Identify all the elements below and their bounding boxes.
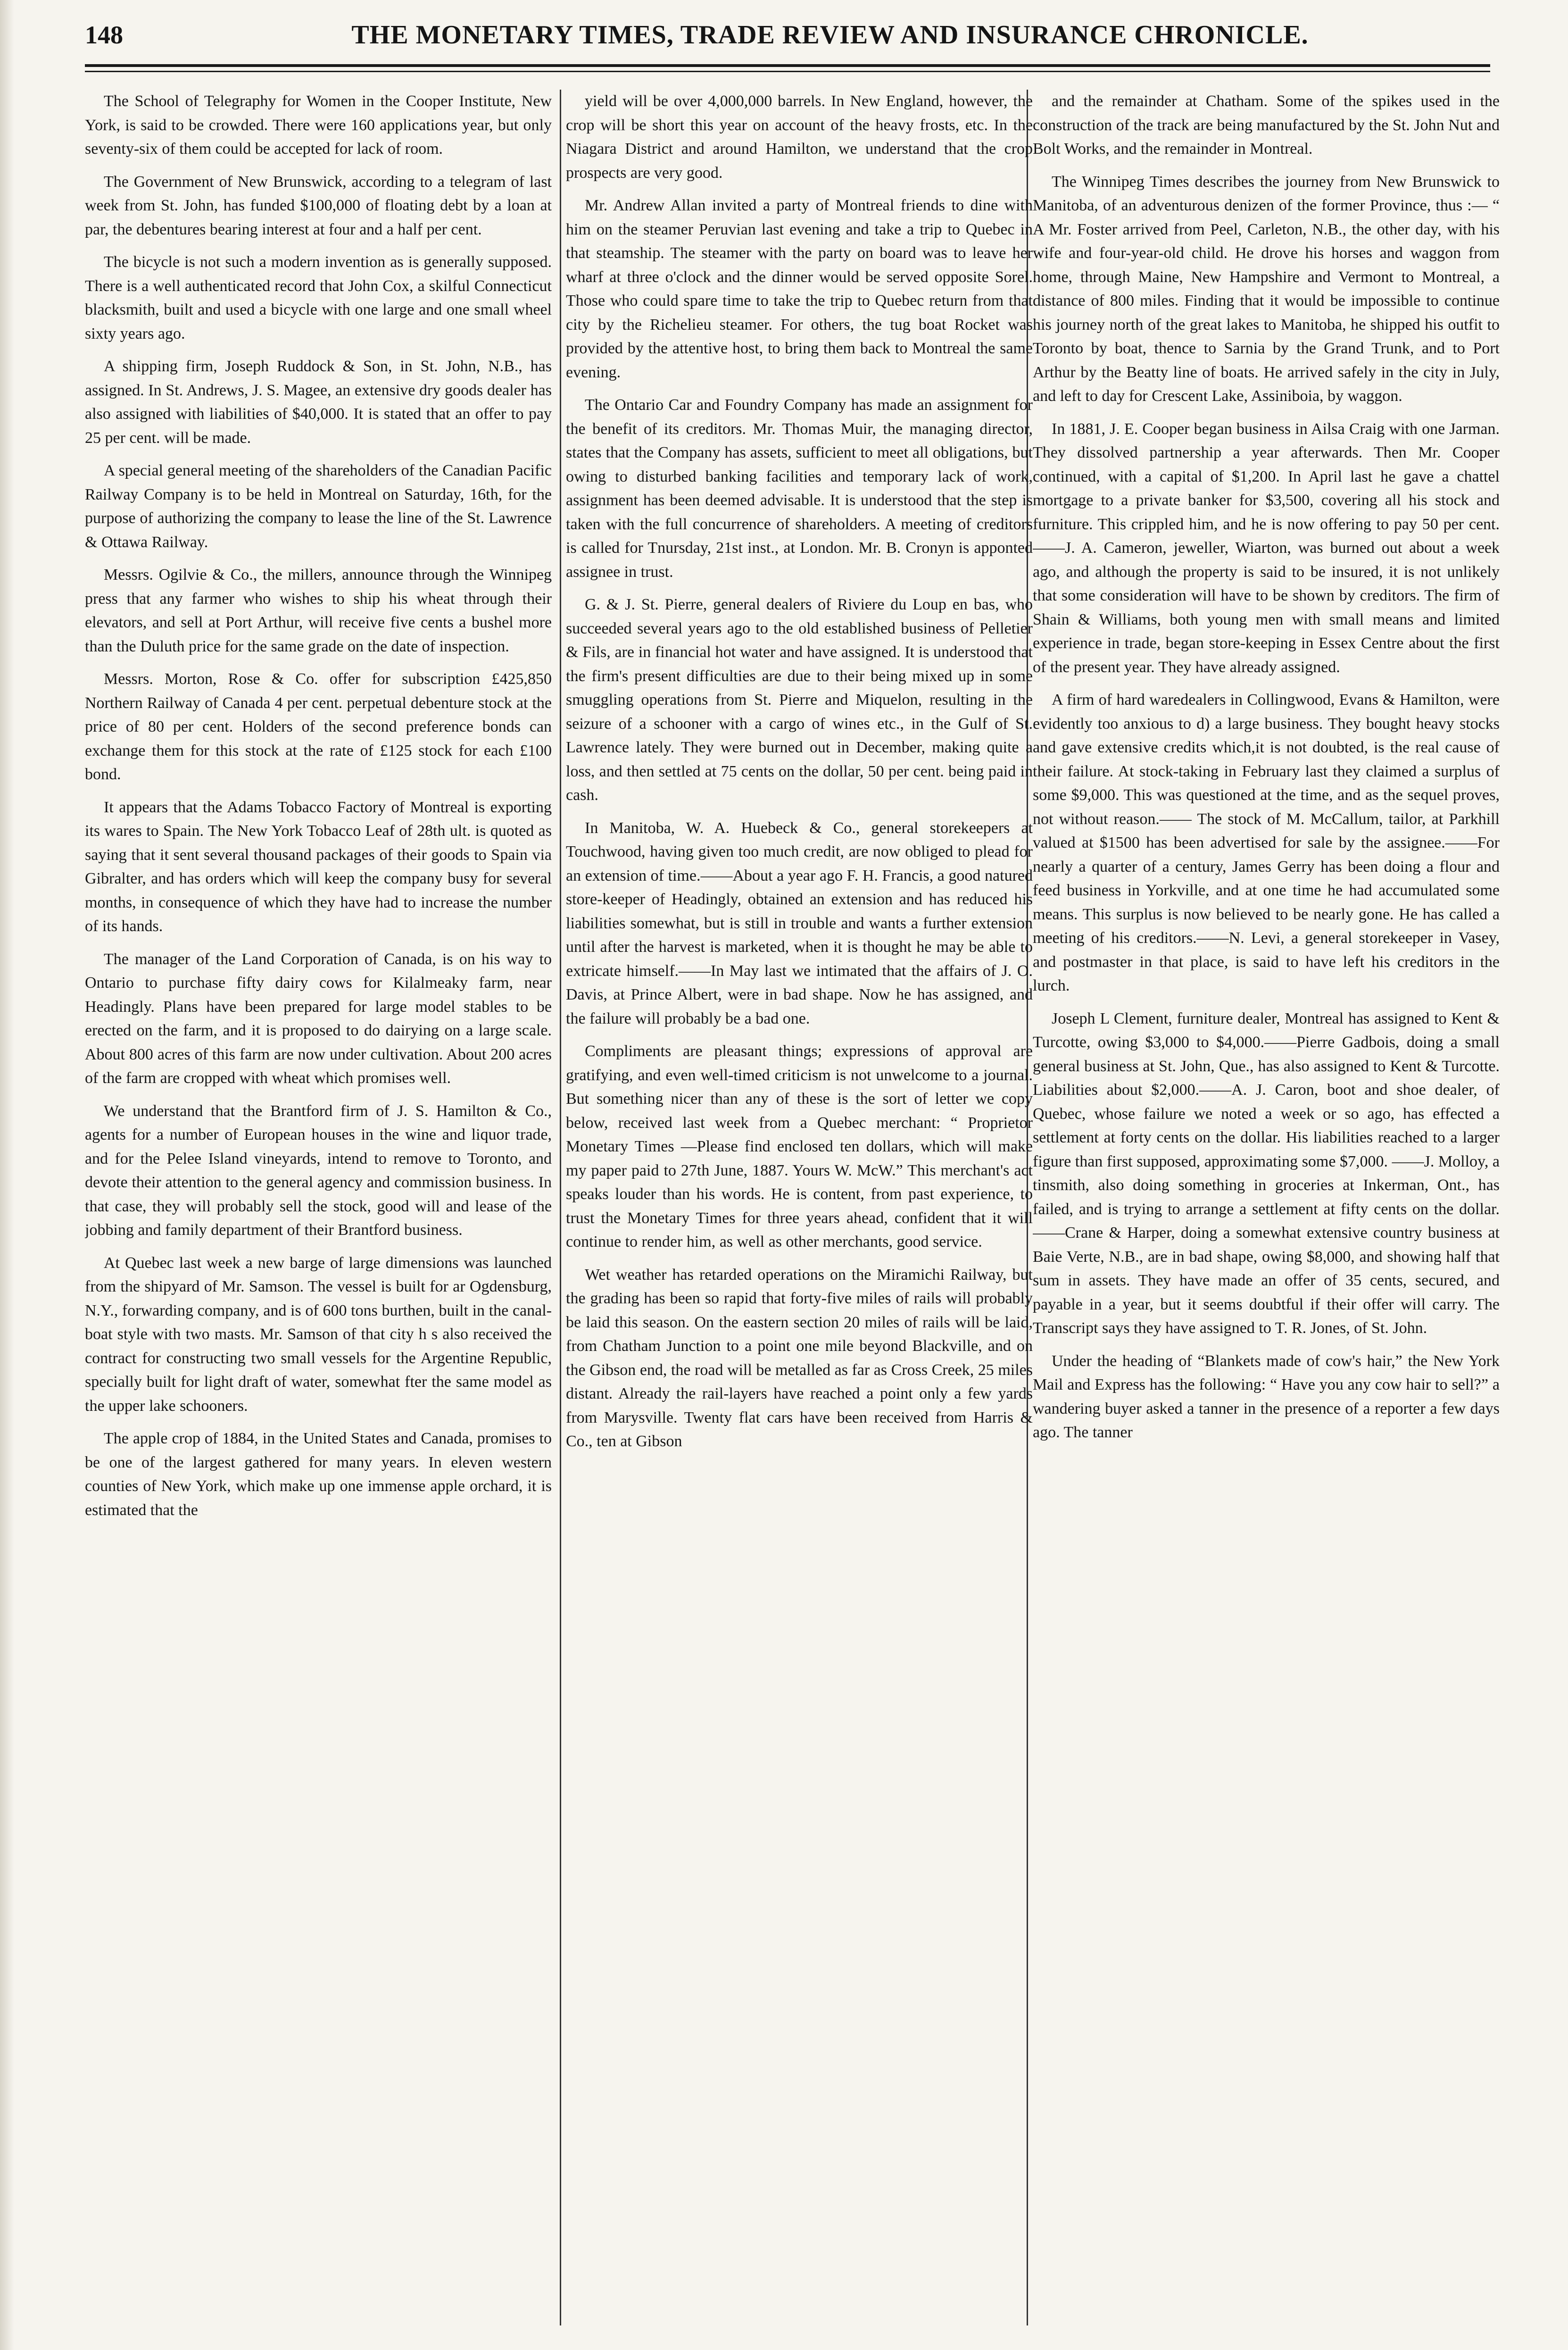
column-2: [566, 90, 1033, 2325]
article-paragraph: A special general meeting of the shareholders of the Canadian Pacific Railway Company is to be held in Montreal on Saturday, 16th, for the purpose of authorizing the company to lease the line of the St. Lawrence & Ottawa Railway.: [85, 462, 552, 551]
article-paragraph: The Government of New Brunswick, according to a telegram of last week from St. John, has funded $100,000 of floating debt by a loan at par, the debentures bearing interest at four and a half per cent.: [85, 173, 552, 238]
article-paragraph: A shipping firm, Joseph Ruddock & Son, in St. John, N.B., has assigned. In St. Andrews, J. S. Magee, an extensive dry goods dealer has also assigned with liabilities of $40,000. It is stated that an offer to pay 25 per cent. will be made.: [85, 358, 552, 447]
article-paragraph: Messrs. Ogilvie & Co., the millers, announce through the Winnipeg press that any farmer who wishes to ship his wheat through their elevators, and sell at Port Arthur, will receive five cents a bushel more than the Duluth price for the same grade on the date of inspection.: [85, 566, 552, 655]
header-rule-thin: [85, 71, 1490, 72]
article-paragraph: We understand that the Brantford firm of J. S. Hamilton & Co., agents for a number of European houses in the wine and liquor trade, and for the Pelee Island vineyards, intend to remove to Toronto, and devote their attention to the general agency and commission business. In that case, they will probably sell the stock, good will and lease of the jobbing and family department of their Brantford business.: [85, 1102, 552, 1239]
page-number: 148: [85, 21, 123, 49]
article-paragraph: The School of Telegraphy for Women in the Cooper Institute, New York, is said to be crowded. There were 160 applications year, but only seventy-six of them could be accepted for lack of room.: [85, 92, 552, 158]
page-edge: [0, 0, 14, 2350]
column-1: [85, 90, 552, 2325]
article-paragraph: At Quebec last week a new barge of large dimensions was launched from the shipyard of Mr. Samson. The vessel is built for ar Ogdensburg, N.Y., forwarding company, and is of 600 tons burthen, built in the canal-boat style with two masts. Mr. Samson of that city h s also received the contract for constructing two small vessels for the Argentine Republic, specially built for light draft of water, somewhat fter the same model as the upper lake schooners.: [85, 1254, 552, 1415]
article-paragraph: yield will be over 4,000,000 barrels. In New England, however, the crop will be short this year on account of the heavy frosts, etc. In the Niagara District and around Hamilton, we understand that the crop prospects are very good.: [566, 92, 1033, 182]
article-paragraph: The Ontario Car and Foundry Company has made an assignment for the benefit of its creditors. Mr. Thomas Muir, the managing director, states that the Company has assets, sufficient to meet all obligations, but owing to disturbed banking facilities and temporary lack of work, assignment has been deemed advisable. It is understood that the step is taken with the full concurrence of shareholders. A meeting of creditors is called for Tnursday, 21st inst., at London. Mr. B. Cronyn is apponted assignee in trust.: [566, 396, 1033, 581]
article-paragraph: Messrs. Morton, Rose & Co. offer for subscription £425,850 Northern Railway of Canada 4 per cent. perpetual debenture stock at the price of 80 per cent. Holders of the second preference bonds can exchange them for this stock at the rate of £125 stock for each £100 bond.: [85, 670, 552, 783]
article-paragraph: It appears that the Adams Tobacco Factory of Montreal is exporting its wares to Spain. The New York Tobacco Leaf of 28th ult. is quoted as saying that it sent several thousand packages of their goods to Spain via Gibralter, and has orders which will keep the company busy for several months, in consequence of which they have had to increase the number of its hands.: [85, 798, 552, 935]
page-header: [85, 13, 1490, 57]
article-paragraph: Mr. Andrew Allan invited a party of Montreal friends to dine with him on the steamer Peruvian last evening and take a trip to Quebec in that steamship. The steamer with the party on board was to leave her wharf at three o'clock and the dinner would be served opposite Sorel. Those who could spare time to take the trip to Quebec return from that city by the Richelieu steamer. For others, the tug boat Rocket was provided by the attentive host, to bring them back to Montreal the same evening.: [566, 197, 1033, 381]
article-paragraph: and the remainder at Chatham. Some of the spikes used in the construction of the track are being manufactured by the St. John Nut and Bolt Works, and the remainder in Montreal.: [1033, 92, 1500, 158]
article-paragraph: The bicycle is not such a modern invention as is generally supposed. There is a well authenticated record that John Cox, a skilful Connecticut blacksmith, built and used a bicycle with one large and one small wheel sixty years ago.: [85, 253, 552, 342]
article-paragraph: Joseph L Clement, furniture dealer, Montreal has assigned to Kent & Turcotte, owing $3,000 to $4,000.——Pierre Gadbois, doing a small general business at St. John, Que., has also assigned to Kent & Turcotte. Liabilities about $2,000.——A. J. Caron, boot and shoe dealer, of Quebec, whose failure we noted a week or so ago, has effected a settlement at forty cents on the dollar. His liabilities reached to a larger figure than first supposed, approximating some $7,000. ——J. Molloy, a tinsmith, also doing something in groceries at Inkerman, Ont., has failed, and is trying to arrange a settlement at fifty cents on the dollar.——Crane & Harper, doing a somewhat extensive country business at Baie Verte, N.B., are in bad shape, owing $8,000, and showing half that sum in assets. They have made an offer of 35 cents, secured, and payable in a year, but it seems doubtful if their offer will carry. The Transcript says they have assigned to T. R. Jones, of St. John.: [1033, 1009, 1500, 1337]
article-paragraph: The manager of the Land Corporation of Canada, is on his way to Ontario to purchase fifty dairy cows for Kilalmeaky farm, near Headingly. Plans have been prepared for large model stables to be erected on the farm, and it is proposed to do dairying on a large scale. About 800 acres of this farm are now under cultivation. About 200 acres of the farm are cropped with wheat which promises well.: [85, 950, 552, 1087]
article-paragraph: In Manitoba, W. A. Huebeck & Co., general storekeepers at Touchwood, having given too much credit, are now obliged to plead for an extension of time.——About a year ago F. H. Francis, a good natured store-keeper of Headingly, obtained an extension and has reduced his liabilities somewhat, but is still in trouble and wants a further extension until after the harvest is marketed, when it is thought he may be able to extricate himself.——In May last we intimated that the affairs of J. O. Davis, at Prince Albert, were in bad shape. Now he has assigned, and the failure will probably be a bad one.: [566, 819, 1033, 1027]
header-rule-thick: [85, 64, 1490, 67]
column-3: [1033, 90, 1500, 2325]
article-paragraph: G. & J. St. Pierre, general dealers of Riviere du Loup en bas, who succeeded several years ago to the old established business of Pelletier & Fils, are in financial hot water and have assigned. It is understood that the firm's present difficulties are due to their being mixed up in some smuggling operations from St. Pierre and Miquelon, resulting in the seizure of a schooner with a cargo of wines etc., in the Gulf of St. Lawrence lately. They were burned out in December, making quite a loss, and then settled at 75 cents on the dollar, 50 per cent. being paid in cash.: [566, 596, 1033, 804]
article-paragraph: The Winnipeg Times describes the journey from New Brunswick to Manitoba, of an adventurous denizen of the former Province, thus :— “ A Mr. Foster arrived from Peel, Carleton, N.B., the other day, with his wife and four-year-old child. He drove his horses and waggon from home, through Maine, New Hampshire and Vermont to Montreal, a distance of 800 miles. Finding that it would be impossible to continue his journey north of the great lakes to Manitoba, he shipped his outfit to Toronto by boat, thence to Sarnia by the Grand Trunk, and to Port Arthur by the Beatty line of boats. He arrived safely in the city in July, and left to day for Crescent Lake, Assiniboia, by waggon.: [1033, 173, 1500, 405]
article-paragraph: Under the heading of “Blankets made of cow's hair,” the New York Mail and Express has the following: “ Have you any cow hair to sell?” a wandering buyer asked a tanner in the presence of a reporter a few days ago. The tanner: [1033, 1352, 1500, 1441]
article-paragraph: Wet weather has retarded operations on the Miramichi Railway, but the grading has been so rapid that forty-five miles of rails will probably be laid this season. On the eastern section 20 miles of rails will be laid, from Chatham Junction to a point one mile beyond Blackville, and on the Gibson end, the road will be metalled as far as Cross Creek, 25 miles distant. Already the rail-layers have reached a point only a few yards from Marysville. Twenty flat cars have been received from Harris & Co., ten at Gibson: [566, 1266, 1033, 1450]
article-paragraph: In 1881, J. E. Cooper began business in Ailsa Craig with one Jarman. They dissolved partnership a year afterwards. Then Mr. Cooper continued, with a capital of $1,200. In April last he gave a chattel mortgage to a private banker for $3,500, covering all his stock and furniture. This crippled him, and he is now offering to pay 50 per cent.——J. A. Cameron, jeweller, Wiarton, was burned out about a week ago, and although the property is said to be insured, it is not unlikely that some consideration will have to be shown by creditors. The firm of Shain & Williams, both young men with small means and limited experience in trade, began store-keeping in Essex Centre about the first of the present year. They have already assigned.: [1033, 420, 1500, 676]
article-paragraph: Compliments are pleasant things; expressions of approval are gratifying, and even well-timed criticism is not unwelcome to a journal. But something nicer than any of these is the sort of letter we copy below, received last week from a Quebec merchant: “ Proprietor Monetary Times —Please find enclosed ten dollars, which will make my paper paid to 27th June, 1887. Yours W. McW.” This merchant's act speaks louder than his words. He is content, from past experience, to trust the Monetary Times for three years ahead, confident that it will continue to render him, as well as other merchants, good service.: [566, 1042, 1033, 1250]
article-paragraph: The apple crop of 1884, in the United States and Canada, promises to be one of the largest gathered for many years. In eleven western counties of New York, which make up one immense apple orchard, it is estimated that the: [85, 1430, 552, 1519]
publication-title: THE MONETARY TIMES, TRADE REVIEW AND INSURANCE CHRONICLE.: [351, 20, 1309, 50]
article-paragraph: A firm of hard waredealers in Collingwood, Evans & Hamilton, were evidently too anxious to d) a large business. They bought heavy stocks and gave extensive credits which,it is not doubted, is the real cause of their failure. At stock-taking in February last they claimed a surplus of some $9,000. This was questioned at the time, and as the sequel proves, not without reason.—— The stock of M. McCallum, tailor, at Parkhill valued at $1500 has been advertised for sale by the assignee.——For nearly a quarter of a century, James Gerry has been doing a flour and feed business in Yorkville, and at one time he had accumulated some means. This surplus is now believed to be nearly gone. He has called a meeting of his creditors.——N. Levi, a general storekeeper in Vasey, and postmaster in that place, is said to have left his creditors in the lurch.: [1033, 691, 1500, 994]
column-divider-1: [560, 90, 561, 2325]
